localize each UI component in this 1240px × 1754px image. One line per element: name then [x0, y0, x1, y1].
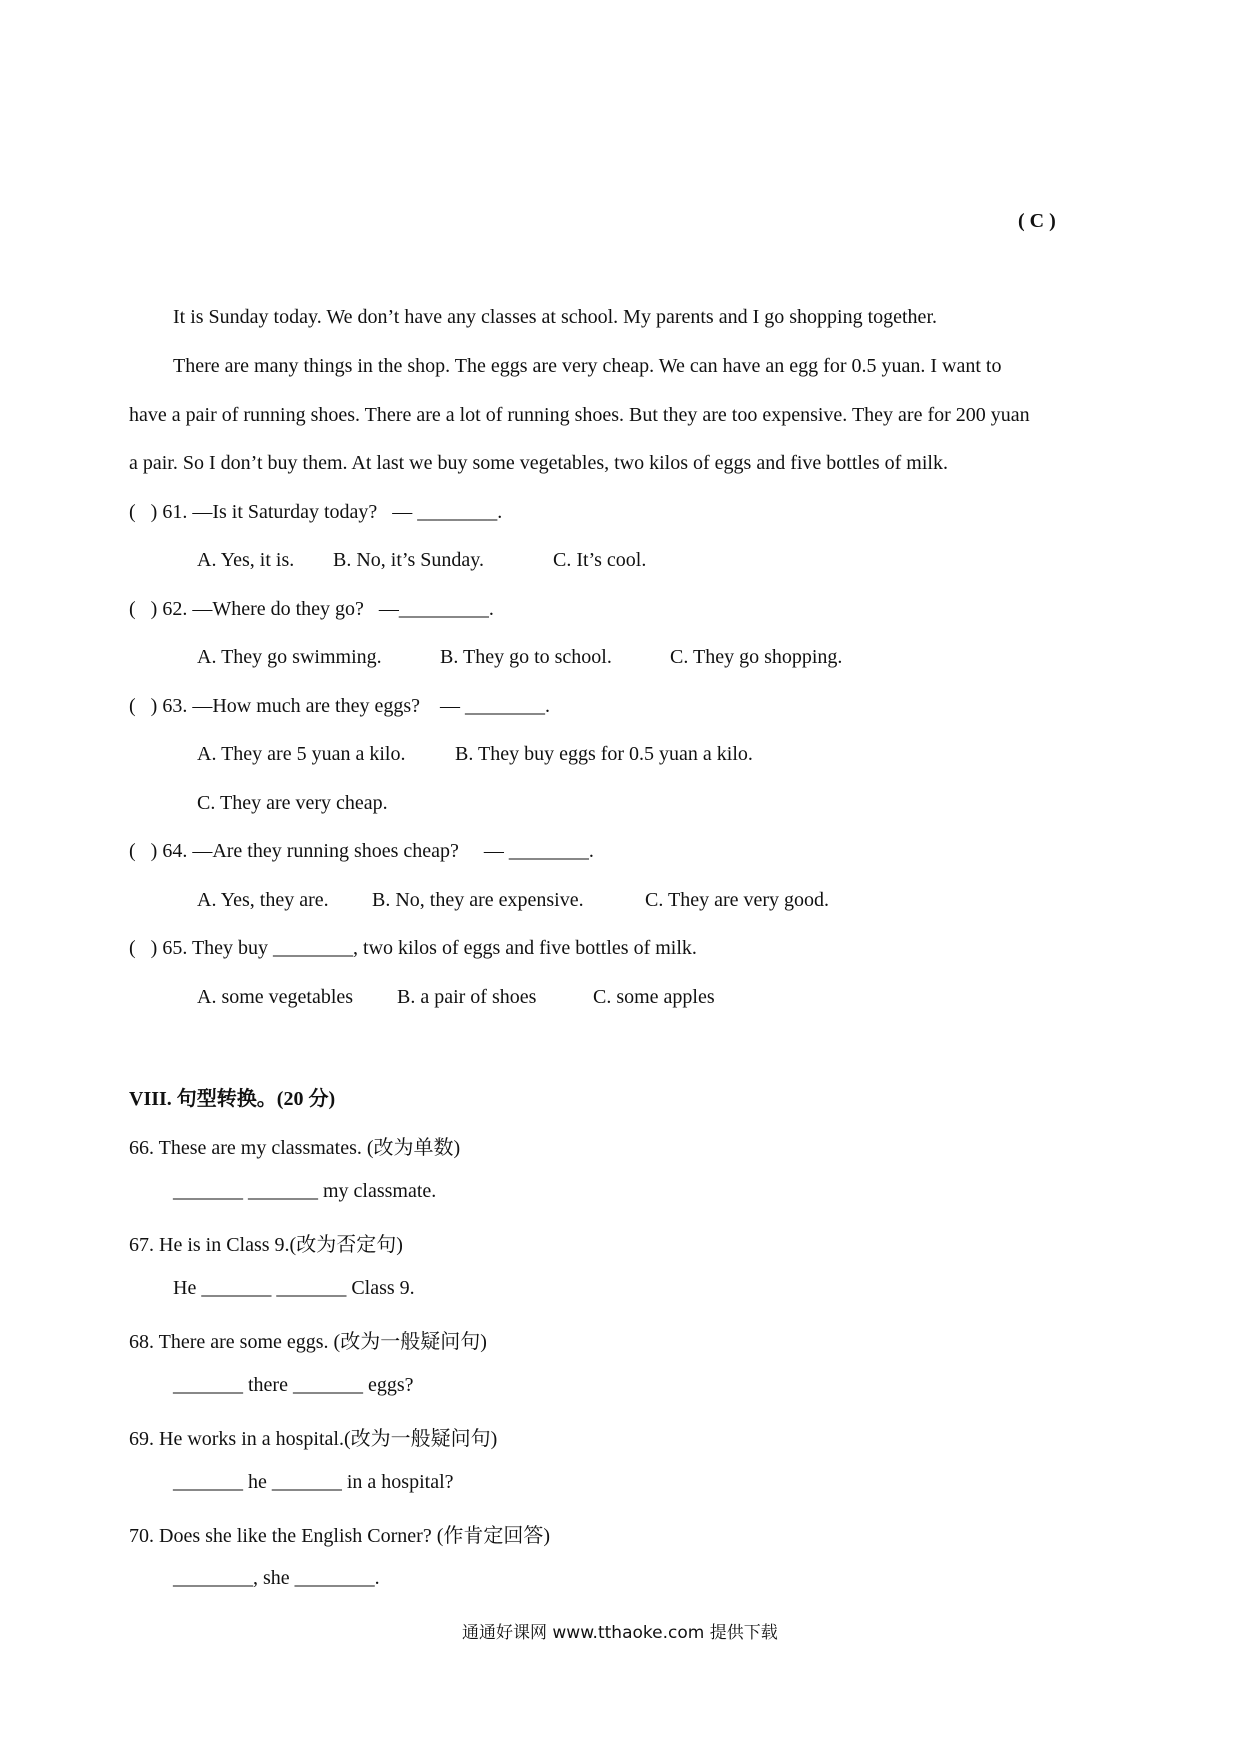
- option-b: B. They go to school.: [440, 646, 612, 668]
- transformation-answer: _______ _______ my classmate.: [173, 1180, 437, 1202]
- option-c: C. They are very cheap.: [197, 792, 388, 814]
- option-c: C. It’s cool.: [553, 549, 647, 571]
- passage-line: a pair. So I don’t buy them. At last we buy some vegetables, two kilos of eggs and five bottles of milk.: [129, 452, 948, 474]
- question-stem: ( ) 63. —How much are they eggs? — ________.: [129, 695, 551, 717]
- transformation-prompt: 68. There are some eggs. (改为一般疑问句): [129, 1331, 487, 1353]
- option-c: C. They go shopping.: [670, 646, 843, 668]
- question-stem: ( ) 61. —Is it Saturday today? — ________.: [129, 501, 503, 523]
- option-a: A. Yes, they are.: [197, 889, 329, 911]
- page-footer: 通通好课网 www.tthaoke.com 提供下载: [462, 1623, 778, 1643]
- passage-line: It is Sunday today. We don’t have any classes at school. My parents and I go shopping together.: [173, 306, 937, 328]
- passage-line: have a pair of running shoes. There are a lot of running shoes. But they are too expensive. They are for 200 yuan: [129, 404, 1030, 426]
- option-a: A. They are 5 yuan a kilo.: [197, 743, 406, 765]
- section-c-label: ( C ): [1018, 210, 1056, 232]
- option-c: C. some apples: [593, 986, 715, 1008]
- transformation-prompt: 70. Does she like the English Corner? (作肯定回答): [129, 1525, 551, 1547]
- option-b: B. No, they are expensive.: [372, 889, 584, 911]
- option-b: B. a pair of shoes: [397, 986, 537, 1008]
- question-stem: ( ) 62. —Where do they go? —_________.: [129, 598, 494, 620]
- option-a: A. Yes, it is.: [197, 549, 295, 571]
- transformation-prompt: 66. These are my classmates. (改为单数): [129, 1137, 461, 1159]
- transformation-answer: He _______ _______ Class 9.: [173, 1277, 415, 1299]
- transformation-answer: _______ he _______ in a hospital?: [173, 1471, 454, 1493]
- option-b: B. No, it’s Sunday.: [333, 549, 484, 571]
- question-stem: ( ) 65. They buy ________, two kilos of eggs and five bottles of milk.: [129, 937, 697, 959]
- section-title: VIII. 句型转换。(20 分): [129, 1088, 336, 1110]
- option-a: A. some vegetables: [197, 986, 354, 1008]
- question-stem: ( ) 64. —Are they running shoes cheap? — ________.: [129, 840, 594, 862]
- transformation-answer: ________, she ________.: [173, 1567, 380, 1589]
- option-c: C. They are very good.: [645, 889, 830, 911]
- transformation-prompt: 67. He is in Class 9.(改为否定句): [129, 1234, 403, 1256]
- transformation-prompt: 69. He works in a hospital.(改为一般疑问句): [129, 1428, 498, 1450]
- option-a: A. They go swimming.: [197, 646, 382, 668]
- option-b: B. They buy eggs for 0.5 yuan a kilo.: [455, 743, 753, 765]
- passage-line: There are many things in the shop. The eggs are very cheap. We can have an egg for 0.5 yuan. I want to: [173, 355, 1002, 377]
- transformation-answer: _______ there _______ eggs?: [173, 1374, 414, 1396]
